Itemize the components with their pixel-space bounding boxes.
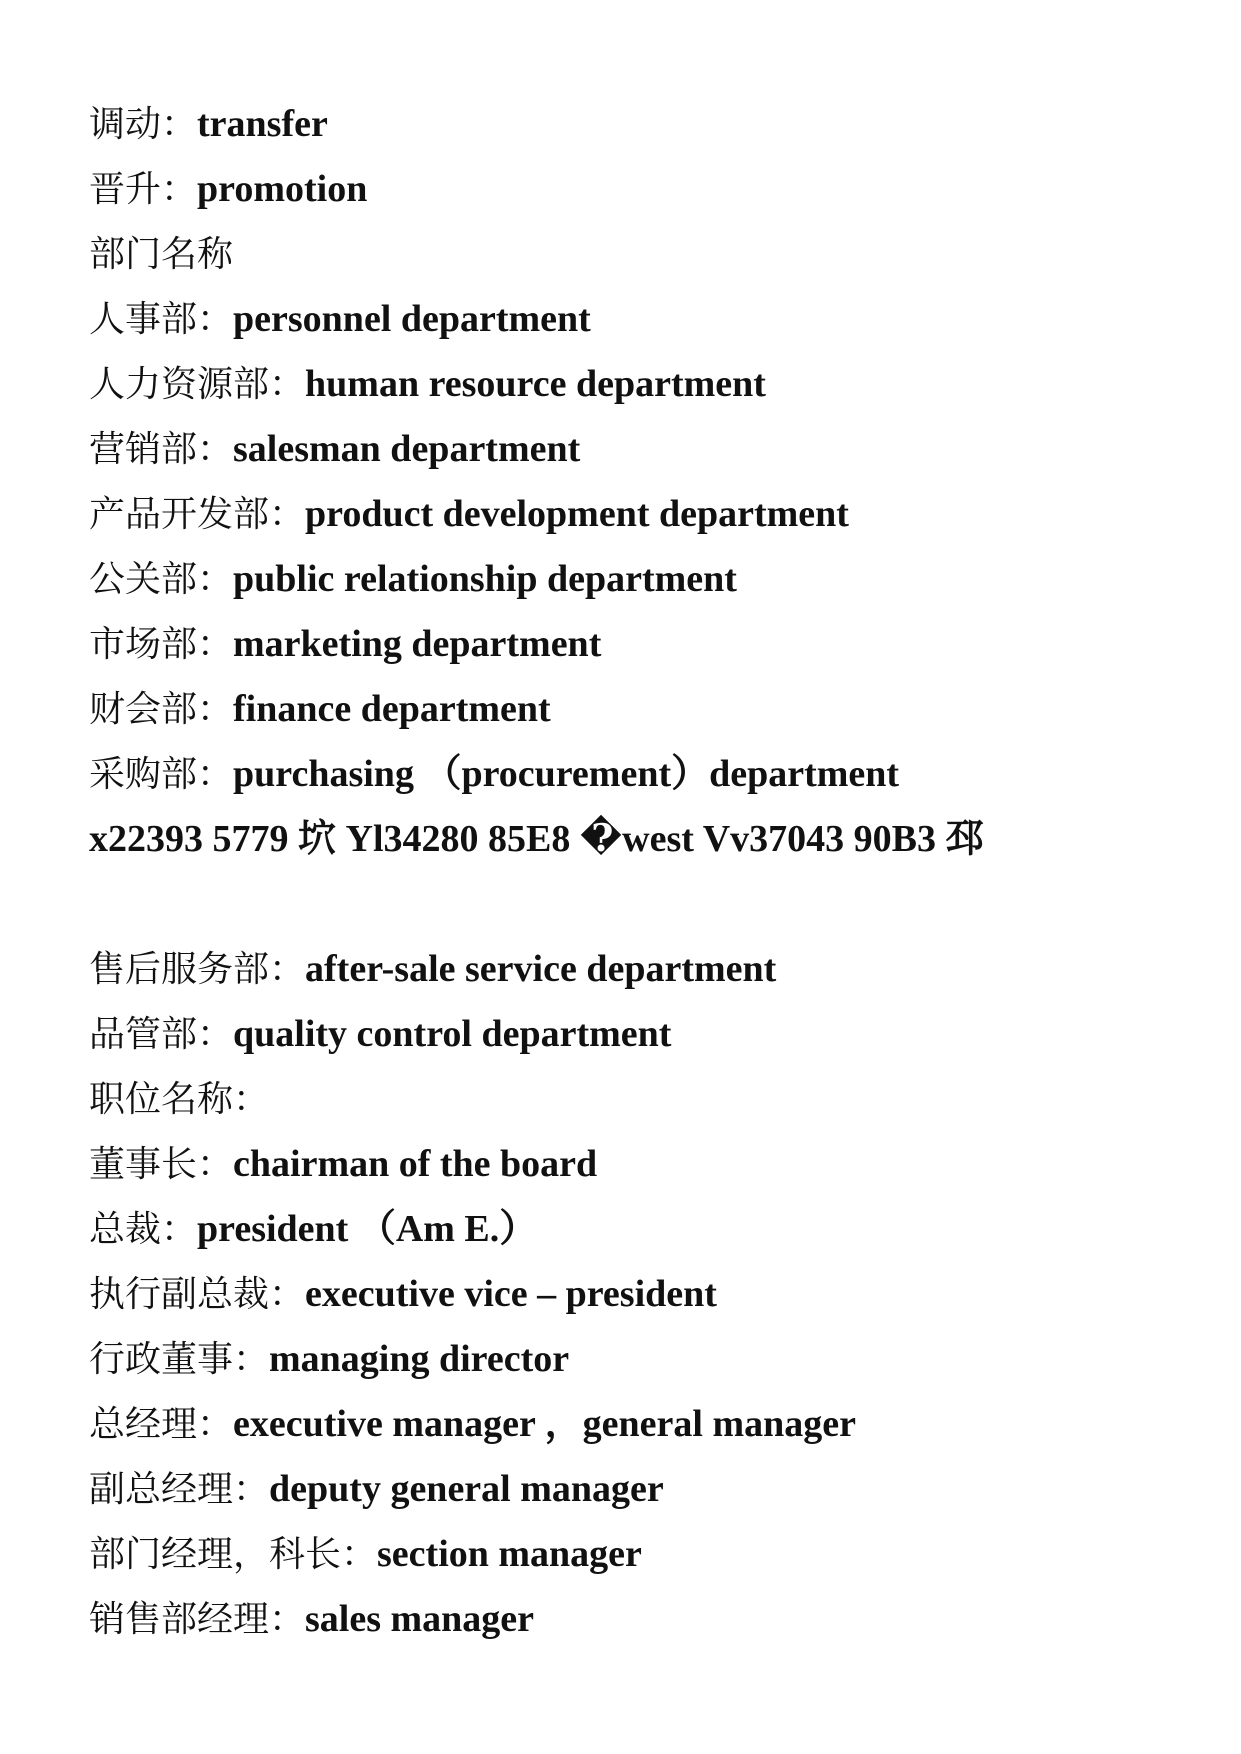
text-line [89, 1587, 1189, 1652]
document-body [89, 92, 1189, 1652]
english-term: public relationship department [233, 558, 737, 600]
text-line [89, 742, 1189, 807]
text-line [89, 677, 1189, 742]
english-term: after-sale service department [305, 948, 777, 990]
text-line [89, 937, 1189, 1002]
chinese-term: 执行副总裁： [89, 1274, 306, 1315]
chinese-term: 采购部： [89, 754, 234, 795]
chinese-term: 人事部： [89, 299, 234, 340]
text-line [89, 1132, 1189, 1197]
watermark-code-line [89, 807, 1189, 872]
english-term: deputy general manager [269, 1468, 664, 1510]
chinese-term: 总裁： [89, 1209, 198, 1250]
chinese-term: 市场部： [89, 624, 234, 665]
english-term: president （Am E.） [197, 1208, 538, 1250]
chinese-term: 董事长： [89, 1144, 234, 1185]
chinese-term: 销售部经理： [89, 1599, 306, 1640]
english-term: managing director [269, 1338, 570, 1380]
text-line [89, 1197, 1189, 1262]
chinese-term: 职位名称： [89, 1079, 270, 1120]
text-line [89, 612, 1189, 677]
chinese-term: 人力资源部： [89, 364, 306, 405]
english-term: quality control department [233, 1013, 672, 1055]
text-line [89, 1262, 1189, 1327]
chinese-term: 财会部： [89, 689, 234, 730]
chinese-term: 副总经理： [89, 1469, 270, 1510]
text-line [89, 287, 1189, 352]
english-term: salesman department [233, 428, 581, 470]
text-line [89, 1522, 1189, 1587]
text-line [89, 157, 1189, 222]
chinese-term: 晋升： [89, 169, 198, 210]
chinese-term: 产品开发部： [89, 494, 306, 535]
text-line [89, 1327, 1189, 1392]
chinese-term: 售后服务部： [89, 949, 306, 990]
text-line [89, 1002, 1189, 1067]
english-term: section manager [377, 1533, 642, 1575]
section-heading [89, 1067, 1189, 1132]
english-term: promotion [197, 168, 368, 210]
english-term: purchasing （procurement）department [233, 753, 900, 795]
chinese-term: 总经理： [89, 1404, 234, 1445]
text-line [89, 417, 1189, 482]
chinese-term: 品管部： [89, 1014, 234, 1055]
english-term: personnel department [233, 298, 591, 340]
english-term: transfer [197, 103, 328, 145]
english-term: executive vice – president [305, 1273, 717, 1315]
english-term: product development department [305, 493, 849, 535]
section-heading [89, 222, 1189, 287]
text-line [89, 92, 1189, 157]
english-term: sales manager [305, 1598, 535, 1640]
english-term: x22393 5779 坹 Yl34280 85E8 �west Vv37043 90B3 邳 [89, 818, 984, 860]
chinese-term: 营销部： [89, 429, 234, 470]
text-line [89, 482, 1189, 547]
chinese-term: 行政董事： [89, 1339, 270, 1380]
chinese-term: 公关部： [89, 559, 234, 600]
english-term: chairman of the board [233, 1143, 598, 1185]
english-term: finance department [233, 688, 551, 730]
chinese-term: 部门名称 [89, 234, 234, 275]
text-line [89, 352, 1189, 417]
chinese-term: 调动： [89, 104, 198, 145]
text-line [89, 1392, 1189, 1457]
english-term: human resource department [305, 363, 766, 405]
text-line [89, 1457, 1189, 1522]
blank-line [89, 872, 1189, 937]
english-term: executive manager ，general manager [233, 1403, 856, 1445]
text-line [89, 547, 1189, 612]
chinese-term: 部门经理，科长： [89, 1534, 378, 1575]
english-term: marketing department [233, 623, 602, 665]
